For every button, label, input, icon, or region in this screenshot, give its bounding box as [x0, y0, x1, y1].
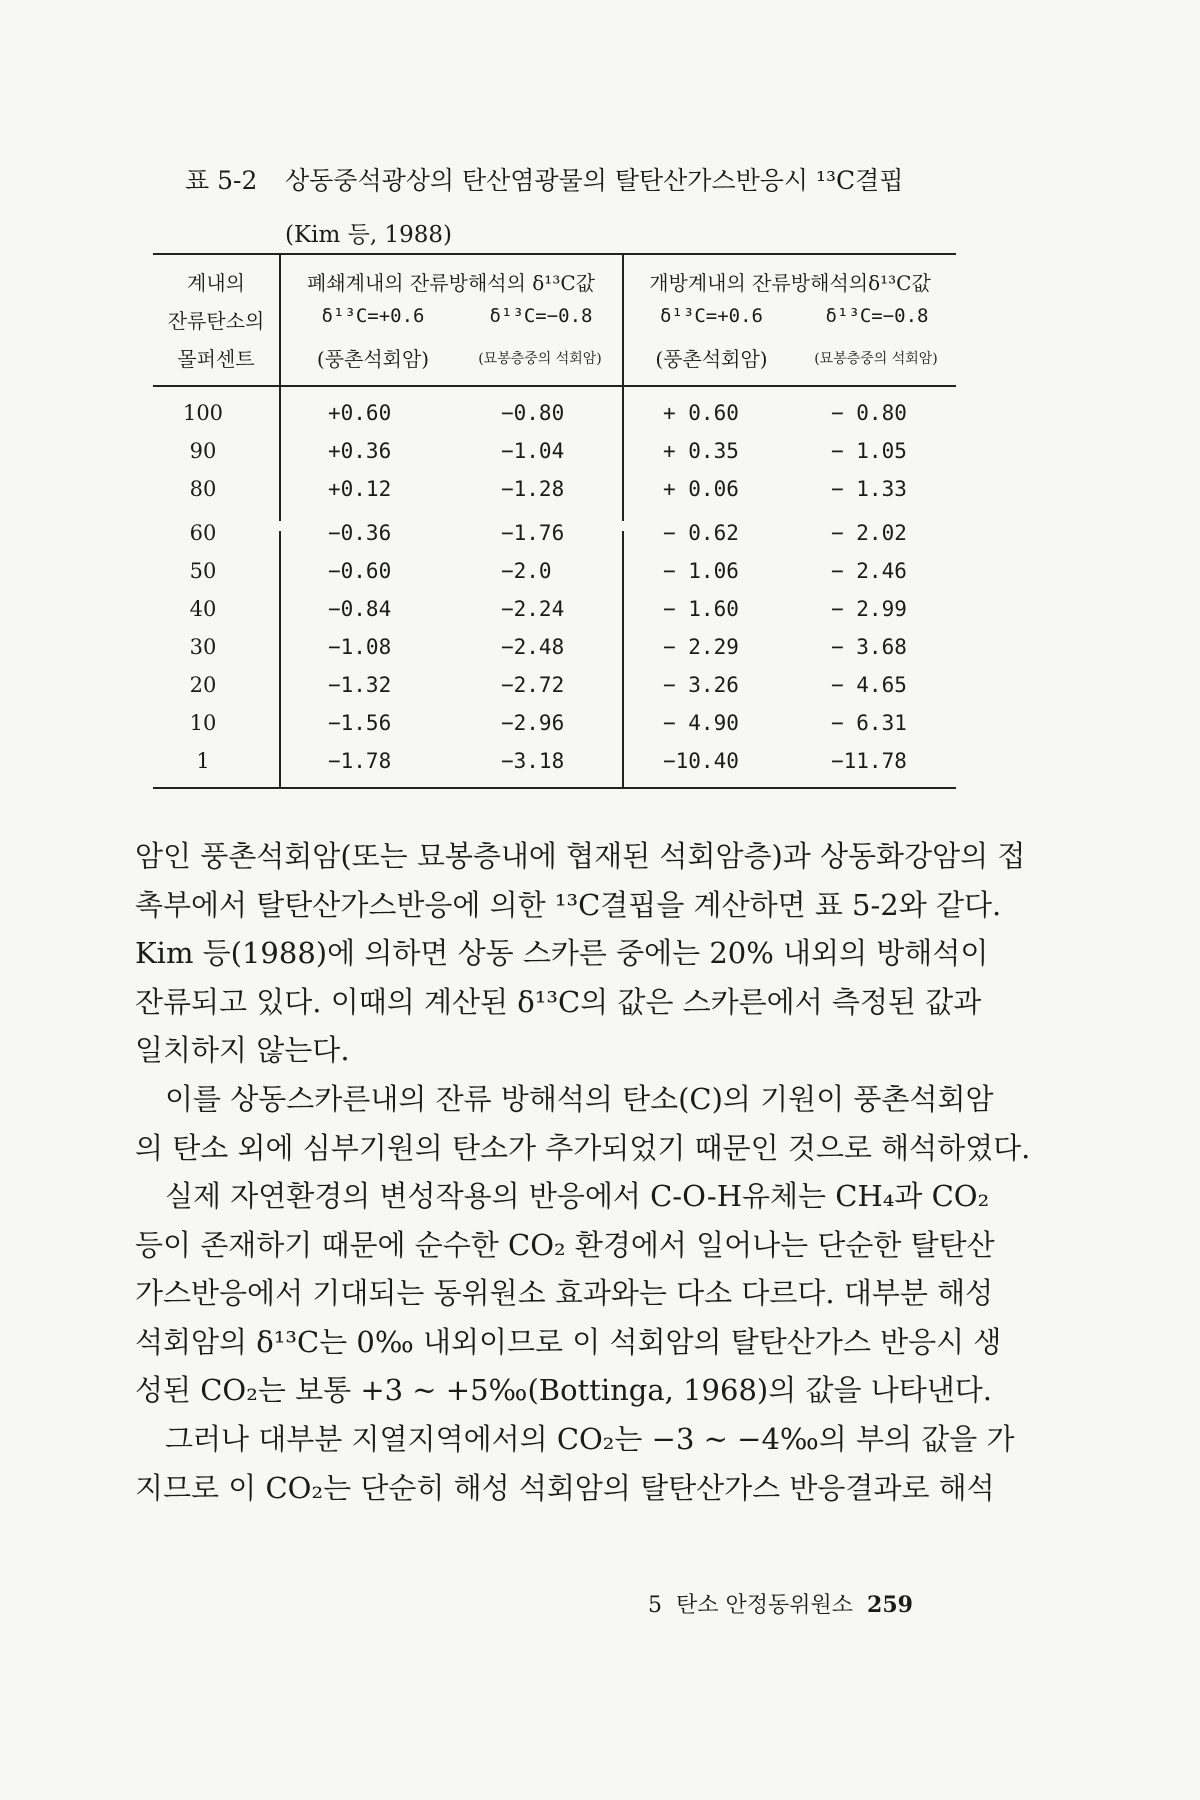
table-cell: − 2.46 — [831, 559, 907, 583]
table-cell: 20 — [189, 673, 217, 697]
table-cell: 100 — [182, 401, 224, 425]
table-row — [153, 667, 956, 705]
table-cell: +0.12 — [328, 477, 392, 501]
table-cell: −2.24 — [501, 597, 565, 621]
table-label: 표 5-2 — [185, 166, 258, 195]
text-line: 촉부에서 탈탄산가스반응에 의한 ¹³C결핍을 계산하면 표 5-2와 같다. — [135, 887, 1002, 922]
text-line: 일치하지 않는다. — [135, 1033, 350, 1067]
text-line: 이를 상동스카른내의 잔류 방해석의 탄소(C)의 기원이 풍촌석회암 — [165, 1082, 994, 1116]
text-line: 의 탄소 외에 심부기원의 탄소가 추가되었기 때문인 것으로 해석하였다. — [135, 1130, 1031, 1165]
table-cell: − 6.31 — [831, 711, 907, 735]
chapter-title: 탄소 안정동위원소 — [676, 1593, 854, 1618]
table-top-rule — [153, 253, 956, 255]
table-cell: −11.78 — [831, 749, 907, 773]
table-cell: − 1.60 — [663, 597, 739, 621]
table-cell: −0.80 — [501, 401, 565, 425]
page-number: 259 — [867, 1592, 913, 1618]
sub-note: (풍촌석회암) — [655, 347, 768, 371]
table-caption — [185, 168, 903, 193]
table-cell: −1.08 — [328, 635, 392, 659]
table-title: 상동중석광상의 탄산염광물의 탈탄산가스반응시 ¹³C결핍 — [285, 166, 904, 195]
table-cell: − 1.06 — [663, 559, 739, 583]
body-paragraph — [135, 1172, 1002, 1415]
chapter-number: 5 — [648, 1593, 662, 1618]
body-paragraph — [135, 1075, 1031, 1172]
col-header-line: 몰퍼센트 — [177, 347, 255, 371]
table-cell: 80 — [189, 477, 217, 501]
table-cell: −0.84 — [328, 597, 392, 621]
table-cell: −1.76 — [501, 521, 565, 545]
text-line: 실제 자연환경의 변성작용의 반응에서 C-O-H유체는 CH₄과 CO₂ — [165, 1179, 990, 1213]
text-line: 등이 존재하기 때문에 순수한 CO₂ 환경에서 일어나는 단순한 탈탄산 — [135, 1227, 995, 1262]
text-line: 석회암의 δ¹³C는 0‰ 내외이므로 이 석회암의 탈탄산가스 반응시 생 — [135, 1324, 1002, 1359]
sub-header: δ¹³C=+0.6 — [660, 305, 763, 327]
table-cell: + 0.35 — [663, 439, 739, 463]
table-cell: −1.32 — [328, 673, 392, 697]
table-bottom-rule — [153, 787, 956, 789]
table-cell: 40 — [189, 597, 217, 621]
table-header-rule — [153, 385, 956, 387]
table-source: (Kim 등, 1988) — [285, 222, 452, 248]
table-cell: − 2.99 — [831, 597, 907, 621]
table-cell: 60 — [189, 521, 217, 545]
table-cell: − 0.62 — [663, 521, 739, 545]
text-line: Kim 등(1988)에 의하면 상동 스카른 중에는 20% 내외의 방해석이 — [135, 936, 989, 970]
text-line: 잔류되고 있다. 이때의 계산된 δ¹³C의 값은 스카른에서 측정된 값과 — [135, 984, 982, 1019]
table-cell: −1.04 — [501, 439, 565, 463]
table-row — [153, 515, 956, 553]
table-cell: + 0.06 — [663, 477, 739, 501]
table-cell: − 1.33 — [831, 477, 907, 501]
text-line: 지므로 이 CO₂는 단순히 해성 석회암의 탈탄산가스 반응결과로 해석 — [135, 1470, 995, 1505]
table-cell: −2.72 — [501, 673, 565, 697]
table-row — [153, 743, 956, 781]
table-cell: 1 — [196, 749, 210, 773]
table-row — [153, 705, 956, 743]
page-footer — [648, 1588, 913, 1619]
table-row — [153, 471, 956, 509]
table-cell: + 0.60 — [663, 401, 739, 425]
table-cell: 10 — [189, 711, 217, 735]
table-cell: −1.28 — [501, 477, 565, 501]
sub-note: (풍촌석회암) — [316, 347, 430, 371]
table-cell: − 4.90 — [663, 711, 739, 735]
table-cell: +0.60 — [328, 401, 392, 425]
table-cell: −0.36 — [328, 521, 392, 545]
table-cell: − 1.05 — [831, 439, 907, 463]
sub-note: (묘봉층중의 석회암) — [478, 351, 602, 367]
table-cell: −2.0 — [501, 559, 552, 583]
text-line: 암인 풍촌석회암(또는 묘봉층내에 협재된 석회암층)과 상동화강암의 접 — [135, 839, 1026, 873]
body-paragraph — [135, 1415, 1015, 1512]
table-cell: +0.36 — [328, 439, 392, 463]
sub-note: (묘봉층중의 석회암) — [814, 351, 938, 367]
table-cell: −1.56 — [328, 711, 392, 735]
sub-header: δ¹³C=−0.8 — [825, 305, 929, 327]
table-cell: −1.78 — [328, 749, 392, 773]
col-header-line: 잔류탄소의 — [167, 309, 265, 333]
table-cell: 30 — [189, 635, 217, 659]
table-cell: −3.18 — [501, 749, 565, 773]
table-cell: − 2.02 — [831, 521, 907, 545]
table-row — [153, 553, 956, 591]
table-cell: − 3.26 — [663, 673, 739, 697]
table-cell: − 0.80 — [831, 401, 907, 425]
table-cell: −10.40 — [663, 749, 739, 773]
table-cell: 50 — [189, 559, 217, 583]
table-cell: 90 — [189, 439, 217, 463]
text-line: 그러나 대부분 지열지역에서의 CO₂는 −3 ~ −4‰의 부의 값을 가 — [165, 1422, 1015, 1456]
table-row — [153, 629, 956, 667]
table-cell: − 3.68 — [831, 635, 907, 659]
group-header-open: 개방계내의 잔류방해석의δ¹³C값 — [649, 271, 931, 295]
group-header-closed: 폐쇄계내의 잔류방해석의 δ¹³C값 — [307, 271, 595, 295]
table-cell: − 4.65 — [831, 673, 907, 697]
col-header-line: 계내의 — [187, 271, 245, 295]
sub-header: δ¹³C=−0.8 — [489, 305, 593, 327]
sub-header: δ¹³C=+0.6 — [321, 305, 425, 327]
table-cell: −0.60 — [328, 559, 392, 583]
table-cell: −2.48 — [501, 635, 565, 659]
table-cell: −2.96 — [501, 711, 565, 735]
table-row — [153, 395, 956, 433]
text-line: 가스반응에서 기대되는 동위원소 효과와는 다소 다르다. 대부분 해성 — [135, 1276, 994, 1310]
text-line: 성된 CO₂는 보통 +3 ~ +5‰(Bottinga, 1968)의 값을 나타낸다. — [135, 1373, 992, 1407]
table-row — [153, 433, 956, 471]
table-row — [153, 591, 956, 629]
table-cell: − 2.29 — [663, 635, 739, 659]
body-paragraph — [135, 832, 1026, 1075]
